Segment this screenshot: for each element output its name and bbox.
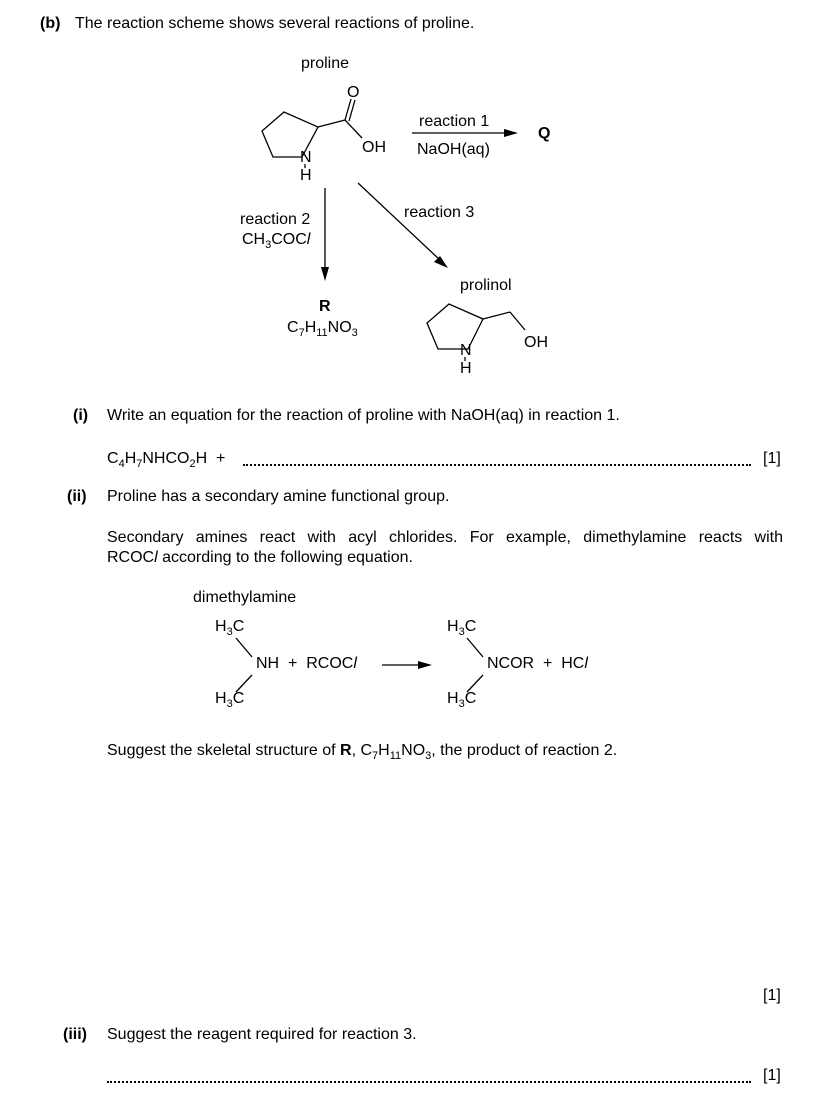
q-iii-mark: [1] (763, 1067, 781, 1084)
product-h3c-bottom: $H_3C$ (447, 690, 477, 710)
dma-h3c-bottom: $H_3C$ (215, 690, 245, 710)
reaction1-reagent: NaOH(aq) (417, 141, 490, 158)
dma-reactants: NH + RCOCl (256, 655, 357, 672)
dma-h3c-top: $H_3C$ (215, 618, 245, 638)
prolinol-oh: OH (524, 334, 548, 351)
q-ii-mark: [1] (763, 987, 781, 1004)
reaction3-arrow-head (434, 256, 448, 268)
q-ii-suggest-text: Suggest the skeletal structure of R, $C_7H_{11}NO_3$, the product of reaction 2. (107, 742, 618, 762)
q-iii-text: Suggest the reagent required for reaction 3. (107, 1026, 417, 1043)
prolinol-h: H (460, 360, 472, 377)
part-b-label: (b) (40, 15, 61, 32)
q-iii-label: (iii) (63, 1026, 87, 1043)
q-i-label: (i) (73, 407, 89, 424)
equation-products: NCOR + HCl (487, 655, 588, 672)
q-i-mark: [1] (763, 450, 781, 467)
proline-oh: OH (362, 139, 386, 156)
product-r: R (319, 298, 331, 315)
product-bond-top (467, 638, 483, 657)
q-ii-label: (ii) (67, 488, 87, 505)
part-b-text: The reaction scheme shows several reactions of proline. (75, 15, 475, 32)
product-h3c-top: $H_3C$ (447, 618, 477, 638)
proline-bond-ca-c (318, 120, 345, 127)
q-ii-text2-line2: RCOCl according to the following equation. (107, 549, 413, 566)
prolinol-n: N (460, 342, 472, 359)
q-iii-answer-line[interactable] (107, 1081, 751, 1083)
proline-n: N (300, 149, 312, 166)
prolinol-bond-c1 (483, 312, 510, 319)
equation-arrow-head (418, 661, 432, 669)
q-ii-text1: Proline has a secondary amine functional group. (107, 488, 450, 505)
reaction3-arrow-shaft (358, 183, 440, 260)
q-i-text: Write an equation for the reaction of proline with NaOH(aq) in reaction 1. (107, 407, 620, 424)
proline-label: proline (301, 55, 350, 72)
reaction2-arrow-head (321, 267, 329, 281)
q-i-equation-start: $C_4H_7NHCO_2H$ + (107, 450, 226, 470)
dma-bond-top (236, 638, 252, 657)
reaction1-label: reaction 1 (419, 113, 490, 130)
reaction3-label: reaction 3 (404, 204, 475, 221)
dimethylamine-label: dimethylamine (193, 589, 297, 606)
q-ii-text2-line1: Secondary amines react with acyl chlorides. For example, dimethylamine reacts with (107, 529, 783, 546)
proline-h: H (300, 167, 312, 184)
proline-bond-coh (345, 120, 362, 138)
prolinol-label: prolinol (460, 277, 512, 294)
q-ii-answer-area[interactable] (107, 770, 783, 980)
prolinol-ring (427, 304, 483, 349)
prolinol-bond-c2 (510, 312, 525, 330)
reaction2-label: reaction 2 (240, 211, 311, 228)
product-q: Q (538, 125, 551, 142)
q-i-answer-line[interactable] (243, 464, 751, 466)
reaction1-arrow-head (504, 129, 518, 137)
proline-o: O (347, 84, 360, 101)
product-r-formula: $C_7H_{11}NO_3$ (287, 319, 358, 339)
reaction2-reagent: $CH_3COCl$ (242, 231, 311, 251)
